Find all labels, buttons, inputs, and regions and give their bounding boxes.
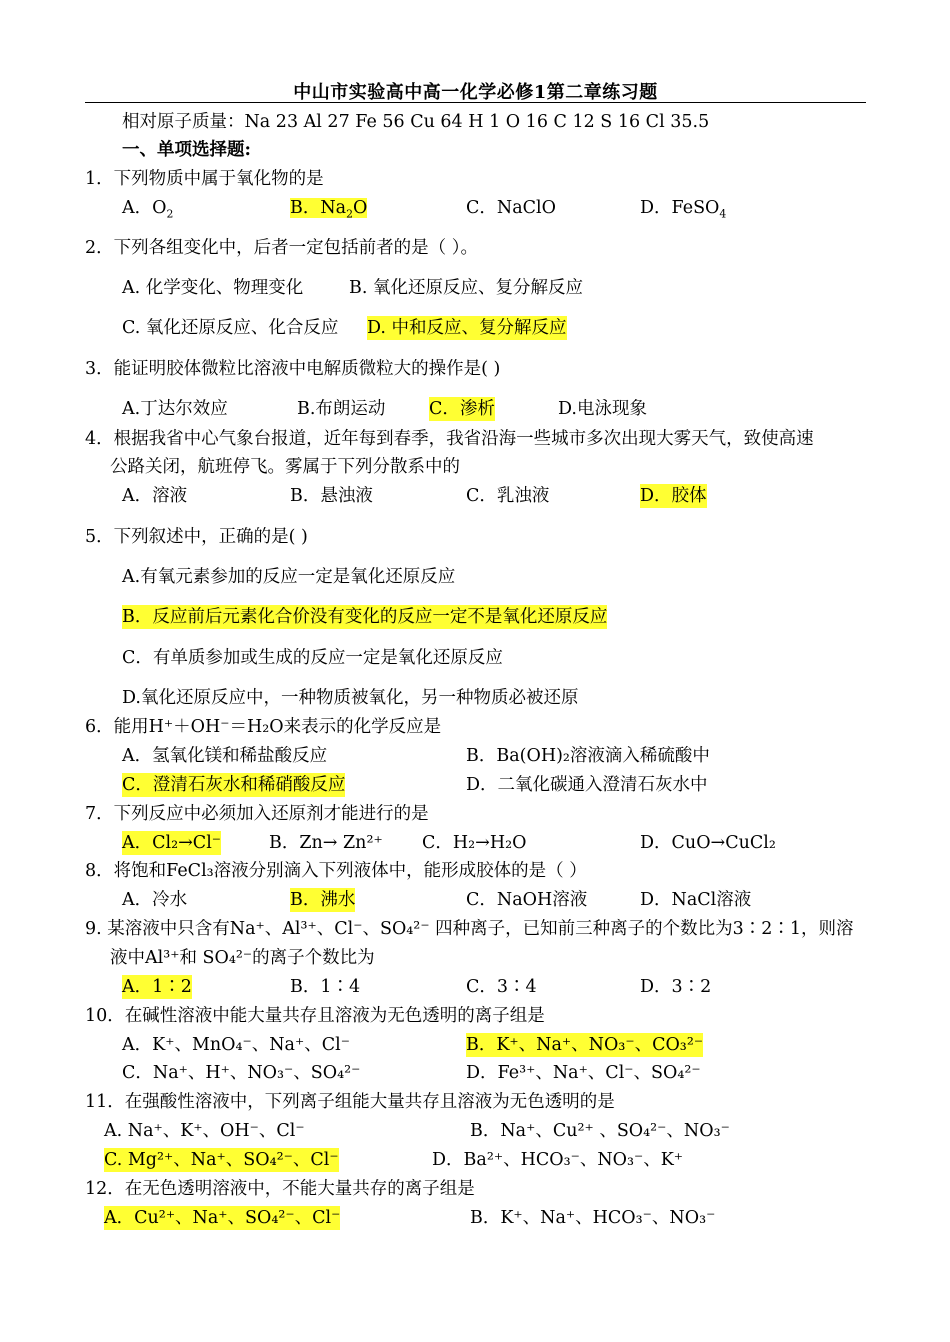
- q11-stem: 11．在强酸性溶液中，下列离子组能大量共存且溶液为无色透明的是: [85, 1092, 615, 1112]
- q10-option-c: C．Na⁺、H⁺、NO₃⁻、SO₄²⁻: [122, 1063, 361, 1083]
- q2-option-a: A. 化学变化、物理变化: [122, 278, 304, 298]
- q11-option-b: B．Na⁺、Cu²⁺ 、SO₄²⁻、NO₃⁻: [470, 1121, 730, 1141]
- q6-option-a: A．氢氧化镁和稀盐酸反应: [122, 746, 328, 766]
- q3-option-b: B.布朗运动: [297, 399, 386, 419]
- q5-option-d: D.氧化还原反应中，一种物质被氧化，另一种物质必被还原: [122, 688, 579, 708]
- q5-option-b: B．反应前后元素化合价没有变化的反应一定不是氧化还原反应: [122, 607, 608, 627]
- q6-stem: 6．能用H⁺＋OH⁻＝H₂O来表示的化学反应是: [85, 717, 442, 737]
- q1-stem: 1．下列物质中属于氧化物的是: [85, 169, 324, 189]
- q12-stem: 12．在无色透明溶液中，不能大量共存的离子组是: [85, 1179, 475, 1199]
- q9-stem-line1: 9. 某溶液中只含有Na⁺、Al³⁺、Cl⁻、SO₄²⁻ 四种离子，已知前三种离子的个数比为3∶2∶1，则溶: [85, 919, 854, 939]
- q1-option-a: A．$O_2$: [122, 198, 174, 221]
- q2-stem: 2．下列各组变化中，后者一定包括前者的是（ ）。: [85, 238, 478, 258]
- atomic-masses: 相对原子质量：Na 23 Al 27 Fe 56 Cu 64 H 1 O 16 C 12 S 16 Cl 35.5: [122, 112, 710, 132]
- q11-option-c: C. Mg²⁺、Na⁺、SO₄²⁻、Cl⁻: [104, 1150, 339, 1170]
- q2-option-c: C. 氧化还原反应、化合反应: [122, 318, 339, 338]
- q6-option-d: D．二氧化碳通入澄清石灰水中: [466, 775, 708, 795]
- q4-option-b: B．悬浊液: [290, 486, 373, 506]
- q9-option-a: A．1∶2: [122, 977, 192, 997]
- q1-option-c: C．NaClO: [466, 198, 556, 218]
- q6-option-c: C．澄清石灰水和稀硝酸反应: [122, 775, 346, 795]
- q5-option-c: C．有单质参加或生成的反应一定是氧化还原反应: [122, 648, 503, 668]
- q10-stem: 10．在碱性溶液中能大量共存且溶液为无色透明的离子组是: [85, 1006, 545, 1026]
- q2-option-b: B. 氧化还原反应、复分解反应: [349, 278, 583, 298]
- q3-option-d: D.电泳现象: [558, 399, 647, 419]
- q9-stem-line2: 液中Al³⁺和 SO₄²⁻的离子个数比为: [110, 948, 375, 968]
- q7-option-a: A．Cl₂→Cl⁻: [122, 833, 222, 853]
- q6-option-b: B．Ba(OH)₂溶液滴入稀硫酸中: [466, 746, 710, 766]
- q10-option-b: B．K⁺、Na⁺、NO₃⁻、CO₃²⁻: [466, 1035, 704, 1055]
- q11-option-d: D．Ba²⁺、HCO₃⁻、NO₃⁻、K⁺: [432, 1150, 684, 1170]
- q4-stem-line2: 公路关闭，航班停飞。雾属于下列分散系中的: [110, 457, 460, 477]
- q3-option-c: C．渗析: [429, 399, 495, 419]
- q11-option-a: A. Na⁺、K⁺、OH⁻、Cl⁻: [104, 1121, 305, 1141]
- q2-option-d: D. 中和反应、复分解反应: [367, 318, 567, 338]
- q8-option-b: B．沸水: [290, 890, 356, 910]
- q10-option-d: D．Fe³⁺、Na⁺、Cl⁻、SO₄²⁻: [466, 1063, 701, 1083]
- q8-option-a: A．冷水: [122, 890, 188, 910]
- q4-option-d: D．胶体: [640, 486, 707, 506]
- q7-stem: 7．下列反应中必须加入还原剂才能进行的是: [85, 804, 429, 824]
- q8-stem: 8．将饱和FeCl₃溶液分别滴入下列液体中，能形成胶体的是（ ）: [85, 861, 587, 881]
- q12-option-a: A．Cu²⁺、Na⁺、SO₄²⁻、Cl⁻: [104, 1208, 341, 1228]
- q4-option-a: A．溶液: [122, 486, 188, 506]
- q9-option-d: D．3∶2: [640, 977, 712, 997]
- q1-option-b: B．$Na_2O$: [290, 198, 368, 221]
- section-heading: 一、单项选择题:: [122, 140, 251, 160]
- q3-stem: 3．能证明胶体微粒比溶液中电解质微粒大的操作是( ): [85, 359, 501, 379]
- title-rule: [85, 102, 866, 103]
- q4-stem-line1: 4．根据我省中心气象台报道，近年每到春季，我省沿海一些城市多次出现大雾天气，致使高速: [85, 429, 814, 449]
- q10-option-a: A．K⁺、MnO₄⁻、Na⁺、Cl⁻: [122, 1035, 350, 1055]
- q7-option-b: B．Zn→ Zn²⁺: [269, 833, 383, 853]
- q3-option-a: A.丁达尔效应: [122, 399, 228, 419]
- q8-option-d: D．NaCl溶液: [640, 890, 752, 910]
- page-title: 中山市实验高中高一化学必修1第二章练习题: [293, 82, 658, 103]
- q1-option-d: D．FeSO$_4$: [640, 198, 727, 221]
- q5-stem: 5．下列叙述中，正确的是( ): [85, 527, 308, 547]
- q9-option-c: C．3∶4: [466, 977, 537, 997]
- q7-option-d: D．CuO→CuCl₂: [640, 833, 776, 853]
- q12-option-b: B．K⁺、Na⁺、HCO₃⁻、NO₃⁻: [470, 1208, 716, 1228]
- q4-option-c: C．乳浊液: [466, 486, 550, 506]
- q5-option-a: A.有氧元素参加的反应一定是氧化还原反应: [122, 567, 456, 587]
- q8-option-c: C．NaOH溶液: [466, 890, 588, 910]
- q9-option-b: B．1∶4: [290, 977, 361, 997]
- q7-option-c: C．H₂→H₂O: [422, 833, 527, 853]
